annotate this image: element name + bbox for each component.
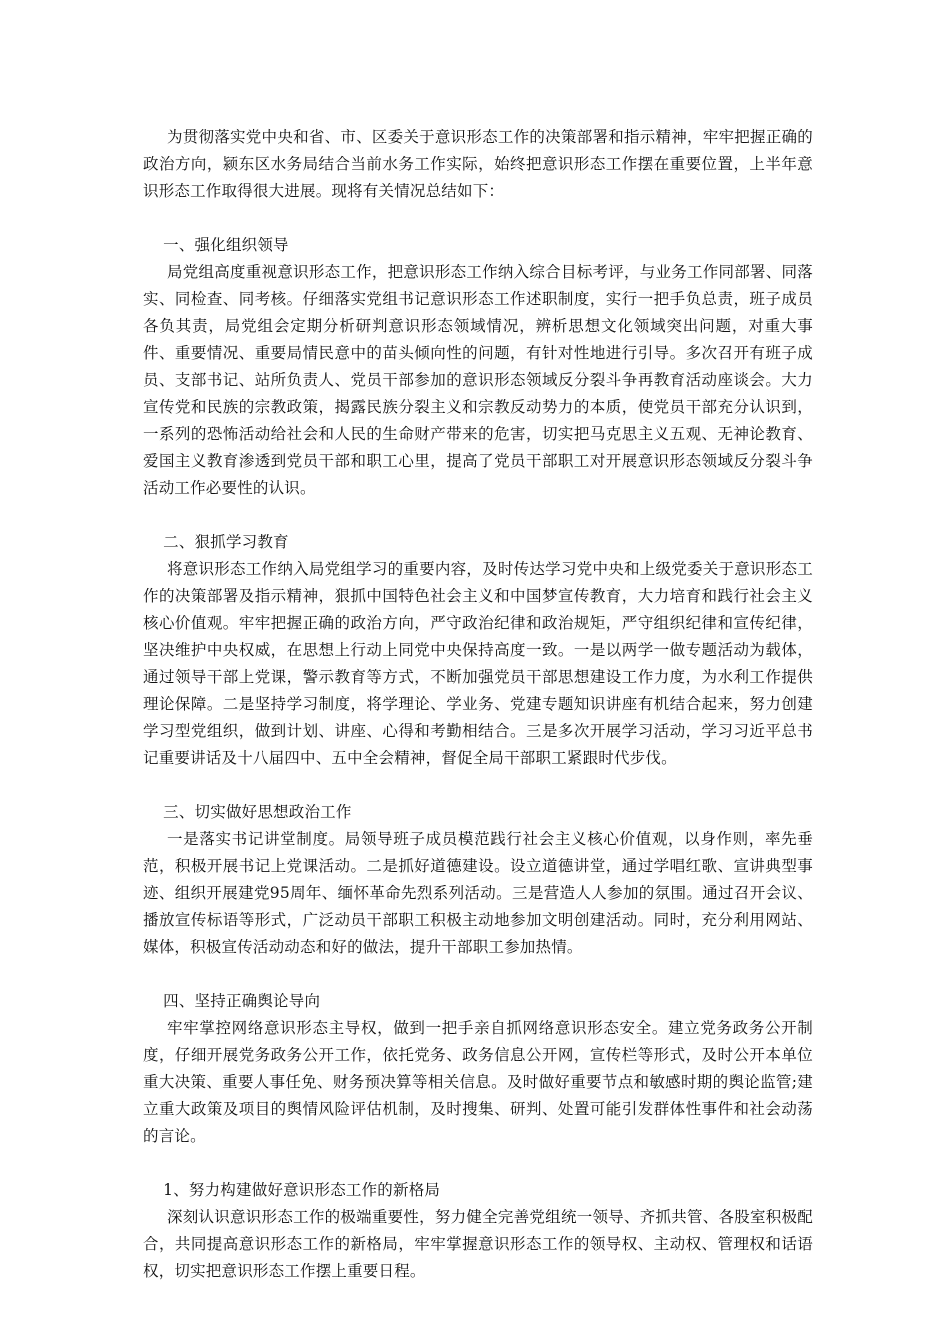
section-body: 局党组高度重视意识形态工作，把意识形态工作纳入综合目标考评，与业务工作同部署、同落实、同检查、同考核。仔细落实党组书记意识形态工作述职制度，实行一把手负总责，班子成员各负其责，局党组会定期分析研判意识形态领域情况，辨析思想文化领域突出问题，对重大事件、重要情况、重要局情民意中的苗头倾向性的问题，有针对性地进行引导。多次召开有班子成员、支部书记、站所负责人、党员干部参加的意识形态领域反分裂斗争再教育活动座谈会。大力宣传党和民族的宗教政策，揭露民族分裂主义和宗教反动势力的本质，使党员干部充分认识到，一系列的恐怖活动给社会和人民的生命财产带来的危害，切实把马克思主义五观、无神论教育、爱国主义教育渗透到党员干部和职工心里，提高了党员干部职工对开展意识形态领域反分裂斗争活动工作必要性的认识。: [143, 263, 813, 497]
intro-paragraph: 为贯彻落实党中央和省、市、区委关于意识形态工作的决策部署和指示精神，牢牢把握正确的政治方向，颍东区水务局结合当前水务工作实际，始终把意识形态工作摆在重要位置，上半年意识形态工作取得很大进展。现将有关情况总结如下：: [143, 128, 813, 200]
section-heading: 1、努力构建做好意识形态工作的新格局: [163, 1181, 441, 1199]
section-heading: 一、强化组织领导: [163, 236, 289, 254]
section-heading: 三、切实做好思想政治工作: [163, 803, 352, 821]
document-page: [143, 124, 813, 1285]
paragraph-gap: [143, 502, 813, 529]
section-heading: 二、狠抓学习教育: [163, 533, 289, 551]
paragraph-gap: [143, 961, 813, 988]
section-body: 牢牢掌控网络意识形态主导权，做到一把手亲自抓网络意识形态安全。建立党务政务公开制度，仔细开展党务政务公开工作，依托党务、政务信息公开网，宣传栏等形式，及时公开本单位重大决策、重要人事任免、财务预决算等相关信息。及时做好重要节点和敏感时期的舆论监管;建立重大政策及项目的舆情风险评估机制，及时搜集、研判、处置可能引发群体性事件和社会动荡的言论。: [143, 1019, 813, 1145]
section-heading: 四、坚持正确舆论导向: [163, 992, 321, 1010]
paragraph-gap: [143, 1150, 813, 1177]
section-body: 将意识形态工作纳入局党组学习的重要内容，及时传达学习党中央和上级党委关于意识形态工作的决策部署及指示精神，狠抓中国特色社会主义和中国梦宣传教育，大力培育和践行社会主义核心价值观。牢牢把握正确的政治方向，严守政治纪律和政治规矩，严守组织纪律和宣传纪律，坚决维护中央权威，在思想上行动上同党中央保持高度一致。一是以两学一做专题活动为载体，通过领导干部上党课，警示教育等方式，不断加强党员干部思想建设工作力度，为水利工作提供理论保障。二是坚持学习制度，将学理论、学业务、党建专题知识讲座有机结合起来，努力创建学习型党组织，做到计划、讲座、心得和考勤相结合。三是多次开展学习活动，学习习近平总书记重要讲话及十八届四中、五中全会精神，督促全局干部职工紧跟时代步伐。: [143, 560, 813, 767]
paragraph-gap: [143, 205, 813, 232]
section-body: 一是落实书记讲堂制度。局领导班子成员模范践行社会主义核心价值观，以身作则，率先垂范，积极开展书记上党课活动。二是抓好道德建设。设立道德讲堂，通过学唱红歌、宣讲典型事迹、组织开展建党95周年、缅怀革命先烈系列活动。三是营造人人参加的氛围。通过召开会议、播放宣传标语等形式，广泛动员干部职工积极主动地参加文明创建活动。同时，充分利用网站、媒体，积极宣传活动动态和好的做法，提升干部职工参加热情。: [143, 830, 813, 956]
section-body: 深刻认识意识形态工作的极端重要性，努力健全完善党组统一领导、齐抓共管、各股室积极配合，共同提高意识形态工作的新格局，牢牢掌握意识形态工作的领导权、主动权、管理权和话语权，切实把意识形态工作摆上重要日程。: [143, 1208, 813, 1280]
paragraph-gap: [143, 772, 813, 799]
